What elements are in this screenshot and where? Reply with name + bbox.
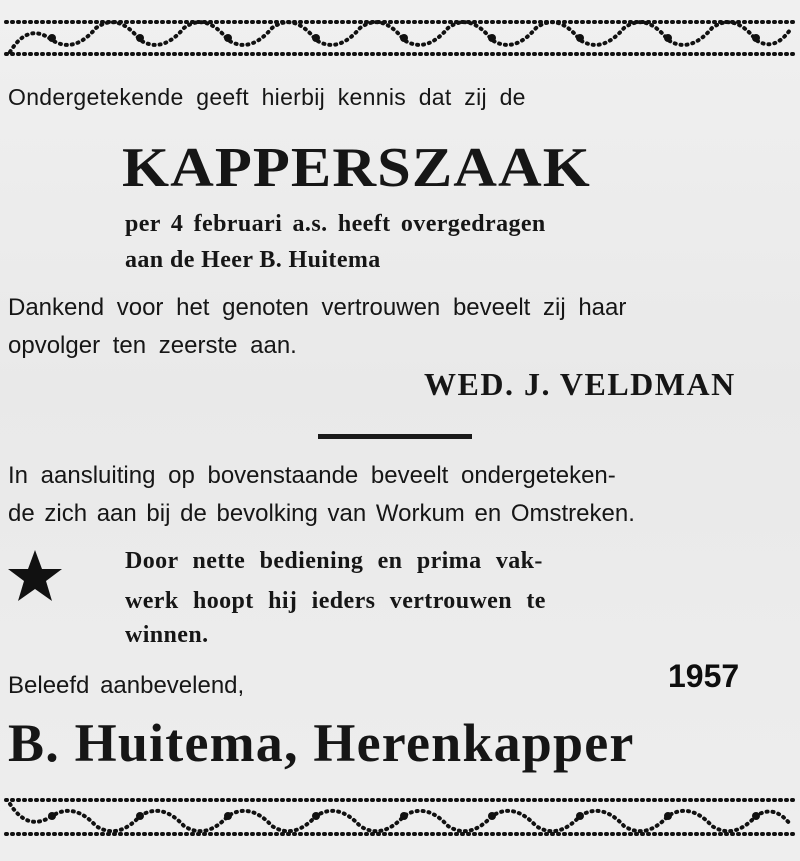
year-label: 1957 [668,658,740,694]
closing-text: Beleefd aanbevelend, [8,672,245,699]
divider-rule [318,434,472,439]
star-line-2: werk hoopt hij ieders vertrouwen te [125,588,546,614]
star-icon [6,548,64,604]
intro-text: Ondergetekende geeft hierbij kennis dat zij de [8,84,526,110]
ornamental-border-bottom [4,794,796,840]
thanks-line-2: opvolger ten zeerste aan. [8,332,297,359]
followup-line-1: In aansluiting op bovenstaande beveelt ondergeteken- [8,462,616,489]
star-line-1: Door nette bediening en prima vak- [125,548,543,574]
signature-huitema: B. Huitema, Herenkapper [8,713,635,773]
transfer-line-1: per 4 februari a.s. heeft overgedragen [125,211,546,237]
transfer-line-2: aan de Heer B. Huitema [125,247,381,273]
ornamental-border-top [4,14,796,60]
signature-veldman: WED. J. VELDMAN [424,366,736,402]
headline: KAPPERSZAAK [122,137,591,199]
thanks-line-1: Dankend voor het genoten vertrouwen beveelt zij haar [8,294,627,321]
followup-line-2: de zich aan bij de bevolking van Workum en Omstreken. [8,500,635,527]
star-line-3: winnen. [125,622,209,648]
